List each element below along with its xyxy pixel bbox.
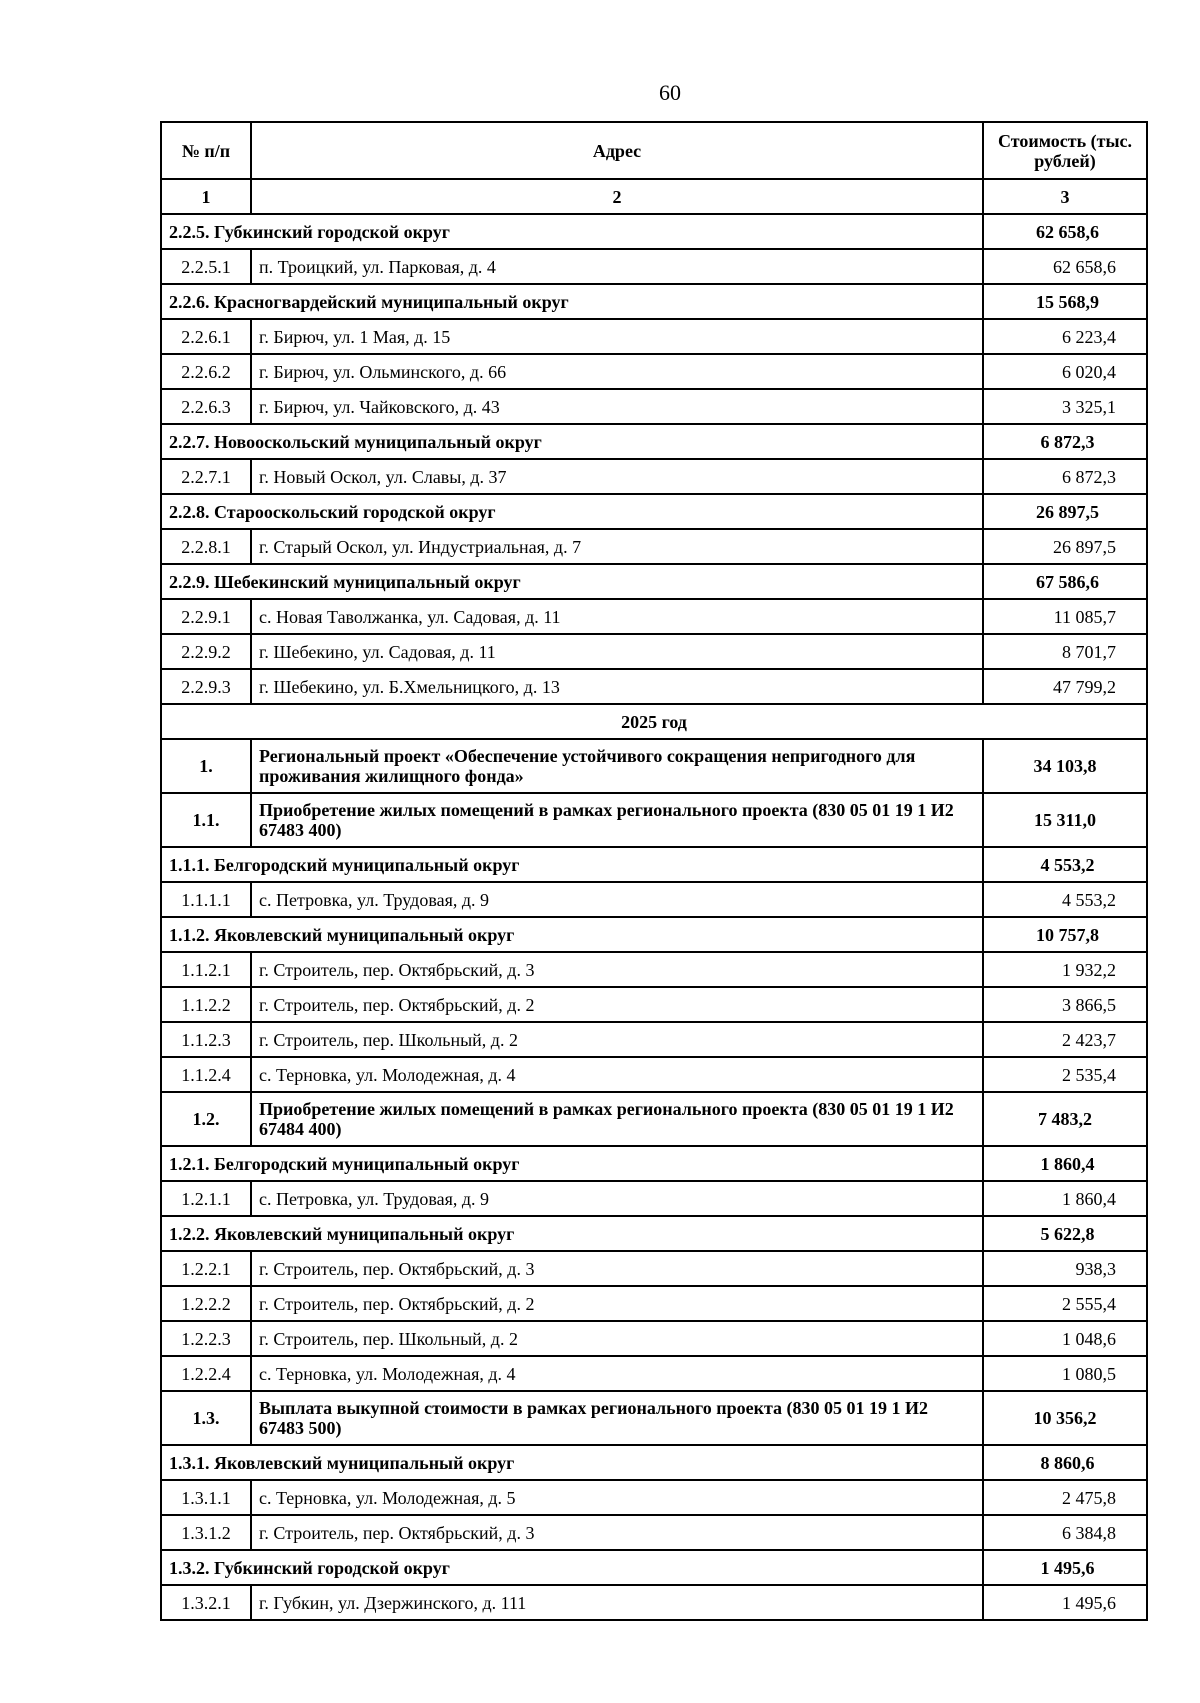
row-address: г. Строитель, пер. Октябрьский, д. 3 bbox=[251, 1251, 983, 1286]
row-cost: 1 080,5 bbox=[983, 1356, 1147, 1391]
group-cost: 8 860,6 bbox=[983, 1445, 1147, 1480]
row-number: 2.2.7.1 bbox=[161, 459, 251, 494]
column-number-2: 2 bbox=[251, 179, 983, 214]
table-row bbox=[161, 1585, 1147, 1620]
row-address: г. Строитель, пер. Октябрьский, д. 3 bbox=[251, 1515, 983, 1550]
group-cost: 1 860,4 bbox=[983, 1146, 1147, 1181]
row-number: 1.3.1.1 bbox=[161, 1480, 251, 1515]
group-cost: 26 897,5 bbox=[983, 494, 1147, 529]
row-number: 2.2.9.3 bbox=[161, 669, 251, 704]
row-cost: 7 483,2 bbox=[983, 1092, 1147, 1146]
row-address: с. Терновка, ул. Молодежная, д. 5 bbox=[251, 1480, 983, 1515]
table-row bbox=[161, 1286, 1147, 1321]
row-address: с. Петровка, ул. Трудовая, д. 9 bbox=[251, 882, 983, 917]
cost-table bbox=[160, 121, 1148, 1621]
table-row bbox=[161, 459, 1147, 494]
table-row bbox=[161, 952, 1147, 987]
group-row bbox=[161, 564, 1147, 599]
group-row bbox=[161, 284, 1147, 319]
row-number: 1.2.2.2 bbox=[161, 1286, 251, 1321]
row-address: г. Шебекино, ул. Садовая, д. 11 bbox=[251, 634, 983, 669]
row-cost: 2 423,7 bbox=[983, 1022, 1147, 1057]
row-cost: 2 475,8 bbox=[983, 1480, 1147, 1515]
header-number: № п/п bbox=[161, 122, 251, 179]
table-row bbox=[161, 882, 1147, 917]
row-number: 1.2.2.4 bbox=[161, 1356, 251, 1391]
row-cost: 1 495,6 bbox=[983, 1585, 1147, 1620]
row-number: 2.2.5.1 bbox=[161, 249, 251, 284]
table-row bbox=[161, 599, 1147, 634]
row-cost: 15 311,0 bbox=[983, 793, 1147, 847]
row-address: с. Терновка, ул. Молодежная, д. 4 bbox=[251, 1057, 983, 1092]
row-cost: 11 085,7 bbox=[983, 599, 1147, 634]
row-number: 2.2.6.1 bbox=[161, 319, 251, 354]
row-address: г. Строитель, пер. Октябрьский, д. 3 bbox=[251, 952, 983, 987]
row-number: 1.1.2.4 bbox=[161, 1057, 251, 1092]
group-row bbox=[161, 847, 1147, 882]
group-cost: 6 872,3 bbox=[983, 424, 1147, 459]
group-cost: 67 586,6 bbox=[983, 564, 1147, 599]
row-number: 1.1.1.1 bbox=[161, 882, 251, 917]
project-row bbox=[161, 1092, 1147, 1146]
row-address: г. Старый Оскол, ул. Индустриальная, д. 7 bbox=[251, 529, 983, 564]
row-cost: 1 048,6 bbox=[983, 1321, 1147, 1356]
row-number: 1.2.1.1 bbox=[161, 1181, 251, 1216]
row-address: Выплата выкупной стоимости в рамках регионального проекта (830 05 01 19 1 И2 67483 500) bbox=[251, 1391, 983, 1445]
row-address: с. Новая Таволжанка, ул. Садовая, д. 11 bbox=[251, 599, 983, 634]
row-address: г. Новый Оскол, ул. Славы, д. 37 bbox=[251, 459, 983, 494]
row-number: 1.2.2.1 bbox=[161, 1251, 251, 1286]
row-cost: 47 799,2 bbox=[983, 669, 1147, 704]
row-number: 1. bbox=[161, 739, 251, 793]
table-row bbox=[161, 1356, 1147, 1391]
project-row bbox=[161, 793, 1147, 847]
group-row bbox=[161, 424, 1147, 459]
group-row bbox=[161, 494, 1147, 529]
group-label: 2.2.6. Красногвардейский муниципальный округ bbox=[161, 284, 983, 319]
group-cost: 4 553,2 bbox=[983, 847, 1147, 882]
row-number: 1.1.2.1 bbox=[161, 952, 251, 987]
year-row bbox=[161, 704, 1147, 739]
row-cost: 34 103,8 bbox=[983, 739, 1147, 793]
row-number: 1.1. bbox=[161, 793, 251, 847]
group-cost: 5 622,8 bbox=[983, 1216, 1147, 1251]
table-row bbox=[161, 1022, 1147, 1057]
group-label: 1.3.2. Губкинский городской округ bbox=[161, 1550, 983, 1585]
column-number-3: 3 bbox=[983, 179, 1147, 214]
table-row bbox=[161, 319, 1147, 354]
row-cost: 10 356,2 bbox=[983, 1391, 1147, 1445]
table-header-row bbox=[161, 122, 1147, 179]
row-number: 1.3.1.2 bbox=[161, 1515, 251, 1550]
group-label: 2.2.5. Губкинский городской округ bbox=[161, 214, 983, 249]
row-cost: 8 701,7 bbox=[983, 634, 1147, 669]
row-cost: 6 020,4 bbox=[983, 354, 1147, 389]
table-row bbox=[161, 1480, 1147, 1515]
row-address: г. Строитель, пер. Школьный, д. 2 bbox=[251, 1321, 983, 1356]
row-address: Региональный проект «Обеспечение устойчивого сокращения непригодного для проживания жилищного фонда» bbox=[251, 739, 983, 793]
group-cost: 1 495,6 bbox=[983, 1550, 1147, 1585]
row-number: 1.1.2.3 bbox=[161, 1022, 251, 1057]
row-cost: 3 325,1 bbox=[983, 389, 1147, 424]
row-address: г. Строитель, пер. Школьный, д. 2 bbox=[251, 1022, 983, 1057]
table-row bbox=[161, 669, 1147, 704]
row-number: 1.1.2.2 bbox=[161, 987, 251, 1022]
table-row bbox=[161, 1321, 1147, 1356]
group-label: 1.1.2. Яковлевский муниципальный округ bbox=[161, 917, 983, 952]
group-cost: 10 757,8 bbox=[983, 917, 1147, 952]
table-row bbox=[161, 249, 1147, 284]
row-address: г. Бирюч, ул. Ольминского, д. 66 bbox=[251, 354, 983, 389]
group-row bbox=[161, 917, 1147, 952]
group-row bbox=[161, 1146, 1147, 1181]
row-number: 1.3.2.1 bbox=[161, 1585, 251, 1620]
group-label: 1.3.1. Яковлевский муниципальный округ bbox=[161, 1445, 983, 1480]
row-cost: 2 555,4 bbox=[983, 1286, 1147, 1321]
row-number: 1.2.2.3 bbox=[161, 1321, 251, 1356]
row-cost: 938,3 bbox=[983, 1251, 1147, 1286]
row-number: 1.2. bbox=[161, 1092, 251, 1146]
group-label: 2.2.9. Шебекинский муниципальный округ bbox=[161, 564, 983, 599]
group-cost: 15 568,9 bbox=[983, 284, 1147, 319]
row-address: г. Бирюч, ул. Чайковского, д. 43 bbox=[251, 389, 983, 424]
table-row bbox=[161, 529, 1147, 564]
table-row bbox=[161, 987, 1147, 1022]
row-cost: 6 872,3 bbox=[983, 459, 1147, 494]
row-number: 2.2.8.1 bbox=[161, 529, 251, 564]
row-address: с. Петровка, ул. Трудовая, д. 9 bbox=[251, 1181, 983, 1216]
table-row bbox=[161, 1057, 1147, 1092]
row-address: Приобретение жилых помещений в рамках регионального проекта (830 05 01 19 1 И2 67483 400) bbox=[251, 793, 983, 847]
group-label: 2.2.8. Старооскольский городской округ bbox=[161, 494, 983, 529]
row-number: 2.2.6.2 bbox=[161, 354, 251, 389]
row-address: Приобретение жилых помещений в рамках регионального проекта (830 05 01 19 1 И2 67484 400) bbox=[251, 1092, 983, 1146]
row-address: г. Шебекино, ул. Б.Хмельницкого, д. 13 bbox=[251, 669, 983, 704]
row-cost: 62 658,6 bbox=[983, 249, 1147, 284]
row-number: 1.3. bbox=[161, 1391, 251, 1445]
header-address: Адрес bbox=[251, 122, 983, 179]
column-number-1: 1 bbox=[161, 179, 251, 214]
year-label: 2025 год bbox=[161, 704, 1147, 739]
row-cost: 6 384,8 bbox=[983, 1515, 1147, 1550]
row-cost: 1 932,2 bbox=[983, 952, 1147, 987]
group-label: 1.1.1. Белгородский муниципальный округ bbox=[161, 847, 983, 882]
table-row bbox=[161, 389, 1147, 424]
page-number: 60 bbox=[659, 80, 681, 105]
row-address: г. Строитель, пер. Октябрьский, д. 2 bbox=[251, 987, 983, 1022]
table-row bbox=[161, 1515, 1147, 1550]
row-cost: 6 223,4 bbox=[983, 319, 1147, 354]
group-label: 2.2.7. Новооскольский муниципальный округ bbox=[161, 424, 983, 459]
group-row bbox=[161, 1445, 1147, 1480]
row-number: 2.2.6.3 bbox=[161, 389, 251, 424]
row-cost: 2 535,4 bbox=[983, 1057, 1147, 1092]
row-address: г. Губкин, ул. Дзержинского, д. 111 bbox=[251, 1585, 983, 1620]
row-number: 2.2.9.2 bbox=[161, 634, 251, 669]
cost-table-body bbox=[161, 122, 1147, 1620]
group-label: 1.2.1. Белгородский муниципальный округ bbox=[161, 1146, 983, 1181]
row-cost: 3 866,5 bbox=[983, 987, 1147, 1022]
group-row bbox=[161, 214, 1147, 249]
header-cost: Стоимость (тыс. рублей) bbox=[983, 122, 1147, 179]
row-number: 2.2.9.1 bbox=[161, 599, 251, 634]
row-cost: 1 860,4 bbox=[983, 1181, 1147, 1216]
row-cost: 4 553,2 bbox=[983, 882, 1147, 917]
group-row bbox=[161, 1216, 1147, 1251]
project-row bbox=[161, 1391, 1147, 1445]
group-cost: 62 658,6 bbox=[983, 214, 1147, 249]
row-address: с. Терновка, ул. Молодежная, д. 4 bbox=[251, 1356, 983, 1391]
row-address: г. Строитель, пер. Октябрьский, д. 2 bbox=[251, 1286, 983, 1321]
table-row bbox=[161, 354, 1147, 389]
row-address: г. Бирюч, ул. 1 Мая, д. 15 bbox=[251, 319, 983, 354]
table-row bbox=[161, 1251, 1147, 1286]
table-row bbox=[161, 634, 1147, 669]
project-row bbox=[161, 739, 1147, 793]
group-row bbox=[161, 1550, 1147, 1585]
table-row bbox=[161, 1181, 1147, 1216]
row-cost: 26 897,5 bbox=[983, 529, 1147, 564]
group-label: 1.2.2. Яковлевский муниципальный округ bbox=[161, 1216, 983, 1251]
column-numbers-row bbox=[161, 179, 1147, 214]
row-address: п. Троицкий, ул. Парковая, д. 4 bbox=[251, 249, 983, 284]
